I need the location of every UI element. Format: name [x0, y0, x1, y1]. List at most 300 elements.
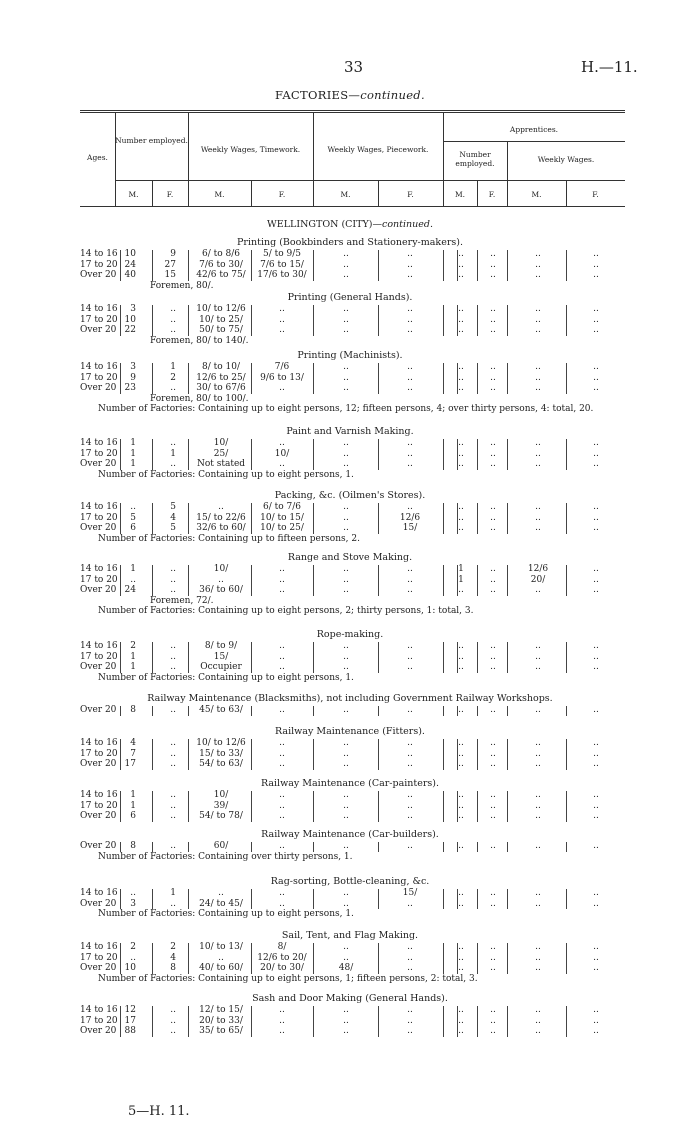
table-cell: .. — [490, 952, 496, 963]
city-name: WELLINGTON (CITY)— — [267, 219, 382, 230]
table-cell: .. — [458, 259, 464, 270]
table-cell: .. — [535, 512, 541, 523]
column-rule — [507, 842, 508, 852]
table-cell: 17 to 20 — [80, 448, 118, 459]
table-cell: .. — [490, 459, 496, 469]
table-cell: .. — [407, 372, 413, 383]
table-cell: Over 20 — [80, 811, 117, 821]
table-cell: 4 — [170, 952, 176, 963]
table-cell: 5 — [170, 523, 176, 533]
section-title: Packing, &c. (Oilmen's Stores). — [274, 490, 426, 501]
table-cell: Over 20 — [80, 963, 117, 973]
table-cell: 10/ to 12/6 — [196, 738, 246, 748]
table-cell: 4 — [170, 512, 176, 523]
table-cell: .. — [279, 1005, 285, 1015]
table-cell: 40 — [124, 270, 136, 280]
section-note: Foremen, 80/ to 100/. — [150, 393, 249, 404]
table-cell: .. — [279, 662, 285, 672]
column-rule — [188, 842, 189, 852]
table-cell: .. — [170, 383, 176, 393]
table-cell: .. — [535, 438, 541, 448]
col-time-m: M. — [214, 190, 225, 199]
table-cell: .. — [535, 523, 541, 533]
column-rule — [507, 1006, 508, 1037]
column-rule — [313, 791, 314, 822]
table-cell: .. — [535, 759, 541, 769]
table-cell: .. — [458, 383, 464, 393]
table-cell: .. — [458, 372, 464, 383]
column-rule — [313, 642, 314, 673]
table-cell: 24 — [124, 259, 136, 270]
table-cell: .. — [535, 651, 541, 662]
table-cell: .. — [343, 1005, 349, 1015]
table-cell: .. — [535, 502, 541, 512]
table-cell: 10 — [124, 314, 136, 325]
page-number: 33 — [344, 58, 364, 76]
table-cell: .. — [535, 841, 541, 851]
table-cell: 6/ to 7/6 — [263, 502, 301, 512]
table-cell: .. — [593, 270, 599, 280]
table-cell: .. — [490, 372, 496, 383]
table-cell: .. — [170, 738, 176, 748]
table-cell: 17 to 20 — [80, 574, 118, 585]
table-cell: .. — [170, 841, 176, 851]
column-rule — [443, 739, 444, 770]
column-rule — [188, 363, 189, 394]
column-rule — [457, 842, 458, 852]
column-rule — [251, 363, 252, 394]
column-rule — [477, 439, 478, 470]
table-cell: .. — [343, 662, 349, 672]
table-cell: .. — [458, 1005, 464, 1015]
table-cell: 6 — [130, 523, 136, 533]
table-cell: .. — [458, 898, 464, 909]
column-rule — [566, 363, 567, 394]
column-rule — [477, 791, 478, 822]
table-cell: 2 — [130, 942, 136, 952]
table-cell: .. — [490, 738, 496, 748]
table-cell: 12/6 to 20/ — [257, 952, 307, 963]
table-cell: .. — [170, 438, 176, 448]
table-cell: .. — [490, 325, 496, 335]
table-cell: 17 to 20 — [80, 1015, 118, 1026]
column-rule — [120, 565, 121, 596]
col-app-weekly-wages: Weekly Wages. — [537, 155, 595, 164]
column-rule — [457, 363, 458, 394]
table-cell: .. — [407, 259, 413, 270]
table-cell: .. — [130, 952, 136, 963]
table-cell: .. — [593, 963, 599, 973]
table-cell: .. — [593, 249, 599, 259]
column-rule — [251, 503, 252, 534]
table-cell: .. — [407, 641, 413, 651]
table-cell: .. — [343, 564, 349, 574]
col-app-wage-m: M. — [531, 190, 542, 199]
column-rule — [313, 305, 314, 336]
table-cell: .. — [218, 952, 224, 963]
table-cell: .. — [343, 898, 349, 909]
table-cell: .. — [490, 574, 496, 585]
table-cell: .. — [458, 738, 464, 748]
table-cell: .. — [407, 270, 413, 280]
table-cell: .. — [407, 738, 413, 748]
column-rule — [457, 565, 458, 596]
table-cell: .. — [407, 942, 413, 952]
table-cell: .. — [343, 270, 349, 280]
column-rule — [457, 791, 458, 822]
table-cell: .. — [490, 641, 496, 651]
table-cell: 17 to 20 — [80, 748, 118, 759]
column-rule — [152, 739, 153, 770]
column-rule — [120, 791, 121, 822]
column-rule — [477, 842, 478, 852]
table-cell: 3 — [130, 304, 136, 314]
table-cell: .. — [490, 438, 496, 448]
column-rule — [120, 842, 121, 852]
table-cell: .. — [343, 841, 349, 851]
table-cell: .. — [279, 574, 285, 585]
table-cell: .. — [407, 448, 413, 459]
table-cell: .. — [593, 641, 599, 651]
table-cell: 7/6 — [274, 362, 290, 372]
column-rule — [152, 363, 153, 394]
table-cell: 40/ to 60/ — [199, 963, 243, 973]
table-cell: .. — [170, 314, 176, 325]
table-cell: .. — [490, 383, 496, 393]
table-cell: 1 — [130, 800, 136, 811]
table-cell: .. — [490, 898, 496, 909]
column-rule — [457, 305, 458, 336]
table-cell: .. — [458, 942, 464, 952]
column-rule — [457, 642, 458, 673]
section-title: Railway Maintenance (Fitters). — [275, 726, 425, 737]
column-rule — [443, 250, 444, 281]
footer-signature: 5—H. 11. — [128, 1104, 190, 1119]
column-rule — [188, 250, 189, 281]
column-rule — [313, 943, 314, 974]
table-cell: .. — [490, 270, 496, 280]
table-cell: .. — [458, 512, 464, 523]
table-cell: .. — [458, 362, 464, 372]
table-cell: 9/6 to 13/ — [260, 372, 304, 383]
table-cell: .. — [218, 574, 224, 585]
table-cell: .. — [593, 502, 599, 512]
table-cell: .. — [490, 963, 496, 973]
col-app-number-employed: Number employed. — [455, 150, 495, 168]
column-rule — [378, 842, 379, 852]
table-cell: .. — [343, 585, 349, 595]
table-cell: 2 — [170, 942, 176, 952]
table-cell: .. — [170, 459, 176, 469]
title-text: FACTORIES— — [275, 88, 361, 102]
table-cell: .. — [407, 662, 413, 672]
table-cell: 45/ to 63/ — [199, 705, 243, 715]
table-cell: 15/ — [402, 523, 418, 533]
column-rule — [152, 791, 153, 822]
table-cell: .. — [490, 811, 496, 821]
table-cell: .. — [490, 1015, 496, 1026]
column-rule — [566, 305, 567, 336]
table-cell: 17 to 20 — [80, 800, 118, 811]
column-rule — [378, 706, 379, 716]
column-rule — [251, 739, 252, 770]
column-rule — [120, 439, 121, 470]
table-cell: 17/6 to 30/ — [257, 270, 307, 280]
table-cell: 14 to 16 — [80, 738, 118, 748]
table-cell: .. — [593, 790, 599, 800]
table-cell: .. — [593, 1026, 599, 1036]
column-rule — [443, 791, 444, 822]
table-cell: .. — [343, 383, 349, 393]
table-cell: 10 — [124, 963, 136, 973]
table-cell: 17 to 20 — [80, 314, 118, 325]
column-rule — [120, 1006, 121, 1037]
table-cell: .. — [535, 1005, 541, 1015]
table-cell: .. — [279, 811, 285, 821]
table-cell: .. — [343, 502, 349, 512]
table-cell: 54/ to 63/ — [199, 759, 243, 769]
table-cell: 10/ to 15/ — [260, 512, 304, 523]
table-cell: .. — [170, 1015, 176, 1026]
table-cell: Over 20 — [80, 270, 117, 280]
column-rule — [457, 439, 458, 470]
section-title: Sash and Door Making (General Hands). — [252, 993, 448, 1004]
column-rule — [152, 1006, 153, 1037]
table-cell: .. — [407, 438, 413, 448]
table-cell: 50/ to 75/ — [199, 325, 243, 335]
table-cell: .. — [593, 585, 599, 595]
table-cell: 5/ to 9/5 — [263, 249, 301, 259]
col-m: M. — [128, 190, 139, 199]
section-note: Number of Factories: Containing up to eight persons, 1. — [98, 469, 354, 480]
table-cell: .. — [593, 259, 599, 270]
table-cell: .. — [535, 888, 541, 898]
column-rule — [313, 1006, 314, 1037]
table-cell: 27 — [164, 259, 176, 270]
column-rule — [477, 642, 478, 673]
table-cell: Over 20 — [80, 662, 117, 672]
table-cell: .. — [407, 249, 413, 259]
table-cell: .. — [343, 952, 349, 963]
table-cell: .. — [170, 748, 176, 759]
column-rule — [313, 739, 314, 770]
table-cell: .. — [490, 759, 496, 769]
table-cell: .. — [170, 898, 176, 909]
column-rule — [507, 739, 508, 770]
table-cell: 8/ — [277, 942, 287, 952]
table-cell: 10/ — [213, 564, 229, 574]
column-rule — [152, 503, 153, 534]
col-f: F. — [166, 190, 174, 199]
table-cell: .. — [593, 523, 599, 533]
table-cell: 25/ — [213, 448, 229, 459]
table-cell: .. — [343, 459, 349, 469]
column-rule — [477, 305, 478, 336]
table-cell: .. — [593, 1015, 599, 1026]
table-cell: 12 — [124, 1005, 136, 1015]
table-cell: .. — [279, 438, 285, 448]
table-cell: 9 — [170, 249, 176, 259]
table-cell: .. — [535, 585, 541, 595]
column-rule — [443, 842, 444, 852]
table-cell: .. — [407, 1026, 413, 1036]
table-cell: .. — [170, 759, 176, 769]
column-rule — [313, 842, 314, 852]
column-rule — [477, 739, 478, 770]
column-rule — [457, 889, 458, 909]
column-rule — [443, 642, 444, 673]
column-rule — [457, 706, 458, 716]
table-cell: .. — [535, 738, 541, 748]
col-time-f: F. — [278, 190, 286, 199]
column-rule — [378, 565, 379, 596]
table-cell: .. — [279, 738, 285, 748]
table-cell: 20/ to 30/ — [260, 963, 304, 973]
table-cell: 8 — [130, 705, 136, 715]
column-rule — [251, 791, 252, 822]
column-rule — [507, 439, 508, 470]
column-rule — [313, 565, 314, 596]
column-rule — [507, 889, 508, 909]
table-cell: .. — [490, 502, 496, 512]
table-cell: .. — [458, 459, 464, 469]
table-cell: .. — [279, 304, 285, 314]
section-note: Number of Factories: Containing up to eight persons, 1. — [98, 909, 354, 919]
column-rule — [457, 943, 458, 974]
table-cell: 6 — [130, 811, 136, 821]
column-rule — [378, 305, 379, 336]
column-rule — [188, 889, 189, 909]
table-cell: .. — [458, 1026, 464, 1036]
table-cell: Over 20 — [80, 585, 117, 595]
column-rule — [251, 842, 252, 852]
column-rule — [188, 305, 189, 336]
table-cell: 10/ — [213, 438, 229, 448]
table-cell: .. — [407, 952, 413, 963]
column-rule — [566, 503, 567, 534]
table-cell: .. — [170, 325, 176, 335]
section-title: Sail, Tent, and Flag Making. — [281, 930, 419, 941]
column-rule — [188, 706, 189, 716]
table-cell: .. — [490, 585, 496, 595]
column-rule — [477, 1006, 478, 1037]
table-cell: .. — [490, 888, 496, 898]
table-cell: 6/ to 8/6 — [202, 249, 240, 259]
table-cell: .. — [535, 641, 541, 651]
table-cell: 1 — [458, 564, 464, 574]
table-cell: .. — [458, 641, 464, 651]
column-rule — [313, 889, 314, 909]
table-cell: .. — [407, 459, 413, 469]
table-cell: .. — [407, 585, 413, 595]
table-cell: .. — [535, 448, 541, 459]
section-note: Number of Factories: Containing up to eight persons, 1. — [98, 672, 354, 683]
table-cell: .. — [535, 362, 541, 372]
column-rule — [477, 565, 478, 596]
column-rule — [152, 565, 153, 596]
table-cell: .. — [458, 325, 464, 335]
table-cell: 10 — [124, 249, 136, 259]
section-note: Foremen, 72/. — [150, 595, 214, 606]
column-rule — [188, 565, 189, 596]
table-cell: .. — [343, 738, 349, 748]
table-cell: .. — [490, 841, 496, 851]
col-weekly-timework: Weekly Wages, Timework. — [200, 145, 301, 154]
table-cell: .. — [458, 952, 464, 963]
table-cell: 14 to 16 — [80, 249, 118, 259]
column-rule — [313, 250, 314, 281]
table-cell: .. — [343, 512, 349, 523]
table-cell: .. — [170, 1026, 176, 1036]
table-cell: .. — [458, 790, 464, 800]
column-rule — [120, 363, 121, 394]
table-cell: .. — [535, 811, 541, 821]
column-rule — [507, 943, 508, 974]
table-cell: .. — [279, 459, 285, 469]
table-cell: 14 to 16 — [80, 1005, 118, 1015]
table-cell: 5 — [170, 502, 176, 512]
column-rule — [188, 439, 189, 470]
column-rule — [152, 943, 153, 974]
table-cell: .. — [279, 651, 285, 662]
table-cell: .. — [343, 362, 349, 372]
column-rule — [566, 250, 567, 281]
column-rule — [188, 503, 189, 534]
table-cell: 3 — [130, 898, 136, 909]
table-cell: 17 — [124, 1015, 136, 1026]
section-title: Railway Maintenance (Blacksmiths), not including Government Railway Workshops. — [147, 693, 553, 704]
section-title: Printing (Bookbinders and Stationery-makers). — [237, 237, 463, 248]
table-cell: 1 — [130, 790, 136, 800]
table-cell: 48/ — [338, 963, 354, 973]
column-rule — [566, 565, 567, 596]
col-app-f: F. — [488, 190, 496, 199]
table-cell: .. — [218, 888, 224, 898]
column-rule — [443, 439, 444, 470]
table-cell: .. — [170, 651, 176, 662]
table-cell: 15/ — [213, 651, 229, 662]
table-cell: .. — [407, 362, 413, 372]
table-cell: .. — [170, 574, 176, 585]
table-cell: .. — [593, 304, 599, 314]
section-note: Number of Factories: Containing up to eight persons, 12; fifteen persons, 4; over thirty persons, 4: total, 20. — [98, 404, 594, 414]
table-cell: 3 — [130, 362, 136, 372]
column-rule — [443, 363, 444, 394]
title-suffix: continued. — [360, 88, 425, 102]
table-cell: .. — [407, 314, 413, 325]
column-rule — [443, 503, 444, 534]
table-cell: .. — [490, 523, 496, 533]
table-cell: .. — [343, 448, 349, 459]
table-cell: .. — [279, 759, 285, 769]
table-cell: .. — [593, 748, 599, 759]
table-cell: 14 to 16 — [80, 790, 118, 800]
column-rule — [457, 250, 458, 281]
column-rule — [152, 305, 153, 336]
table-cell: .. — [279, 748, 285, 759]
table-cell: .. — [170, 304, 176, 314]
table-cell: 14 to 16 — [80, 641, 118, 651]
table-cell: 15/ — [402, 888, 418, 898]
table-cell: Not stated — [196, 459, 246, 469]
table-cell: .. — [535, 259, 541, 270]
table-cell: .. — [458, 304, 464, 314]
column-rule — [443, 943, 444, 974]
table-cell: .. — [279, 383, 285, 393]
table-cell: .. — [407, 1005, 413, 1015]
table-cell: .. — [279, 841, 285, 851]
table-cell: .. — [535, 705, 541, 715]
